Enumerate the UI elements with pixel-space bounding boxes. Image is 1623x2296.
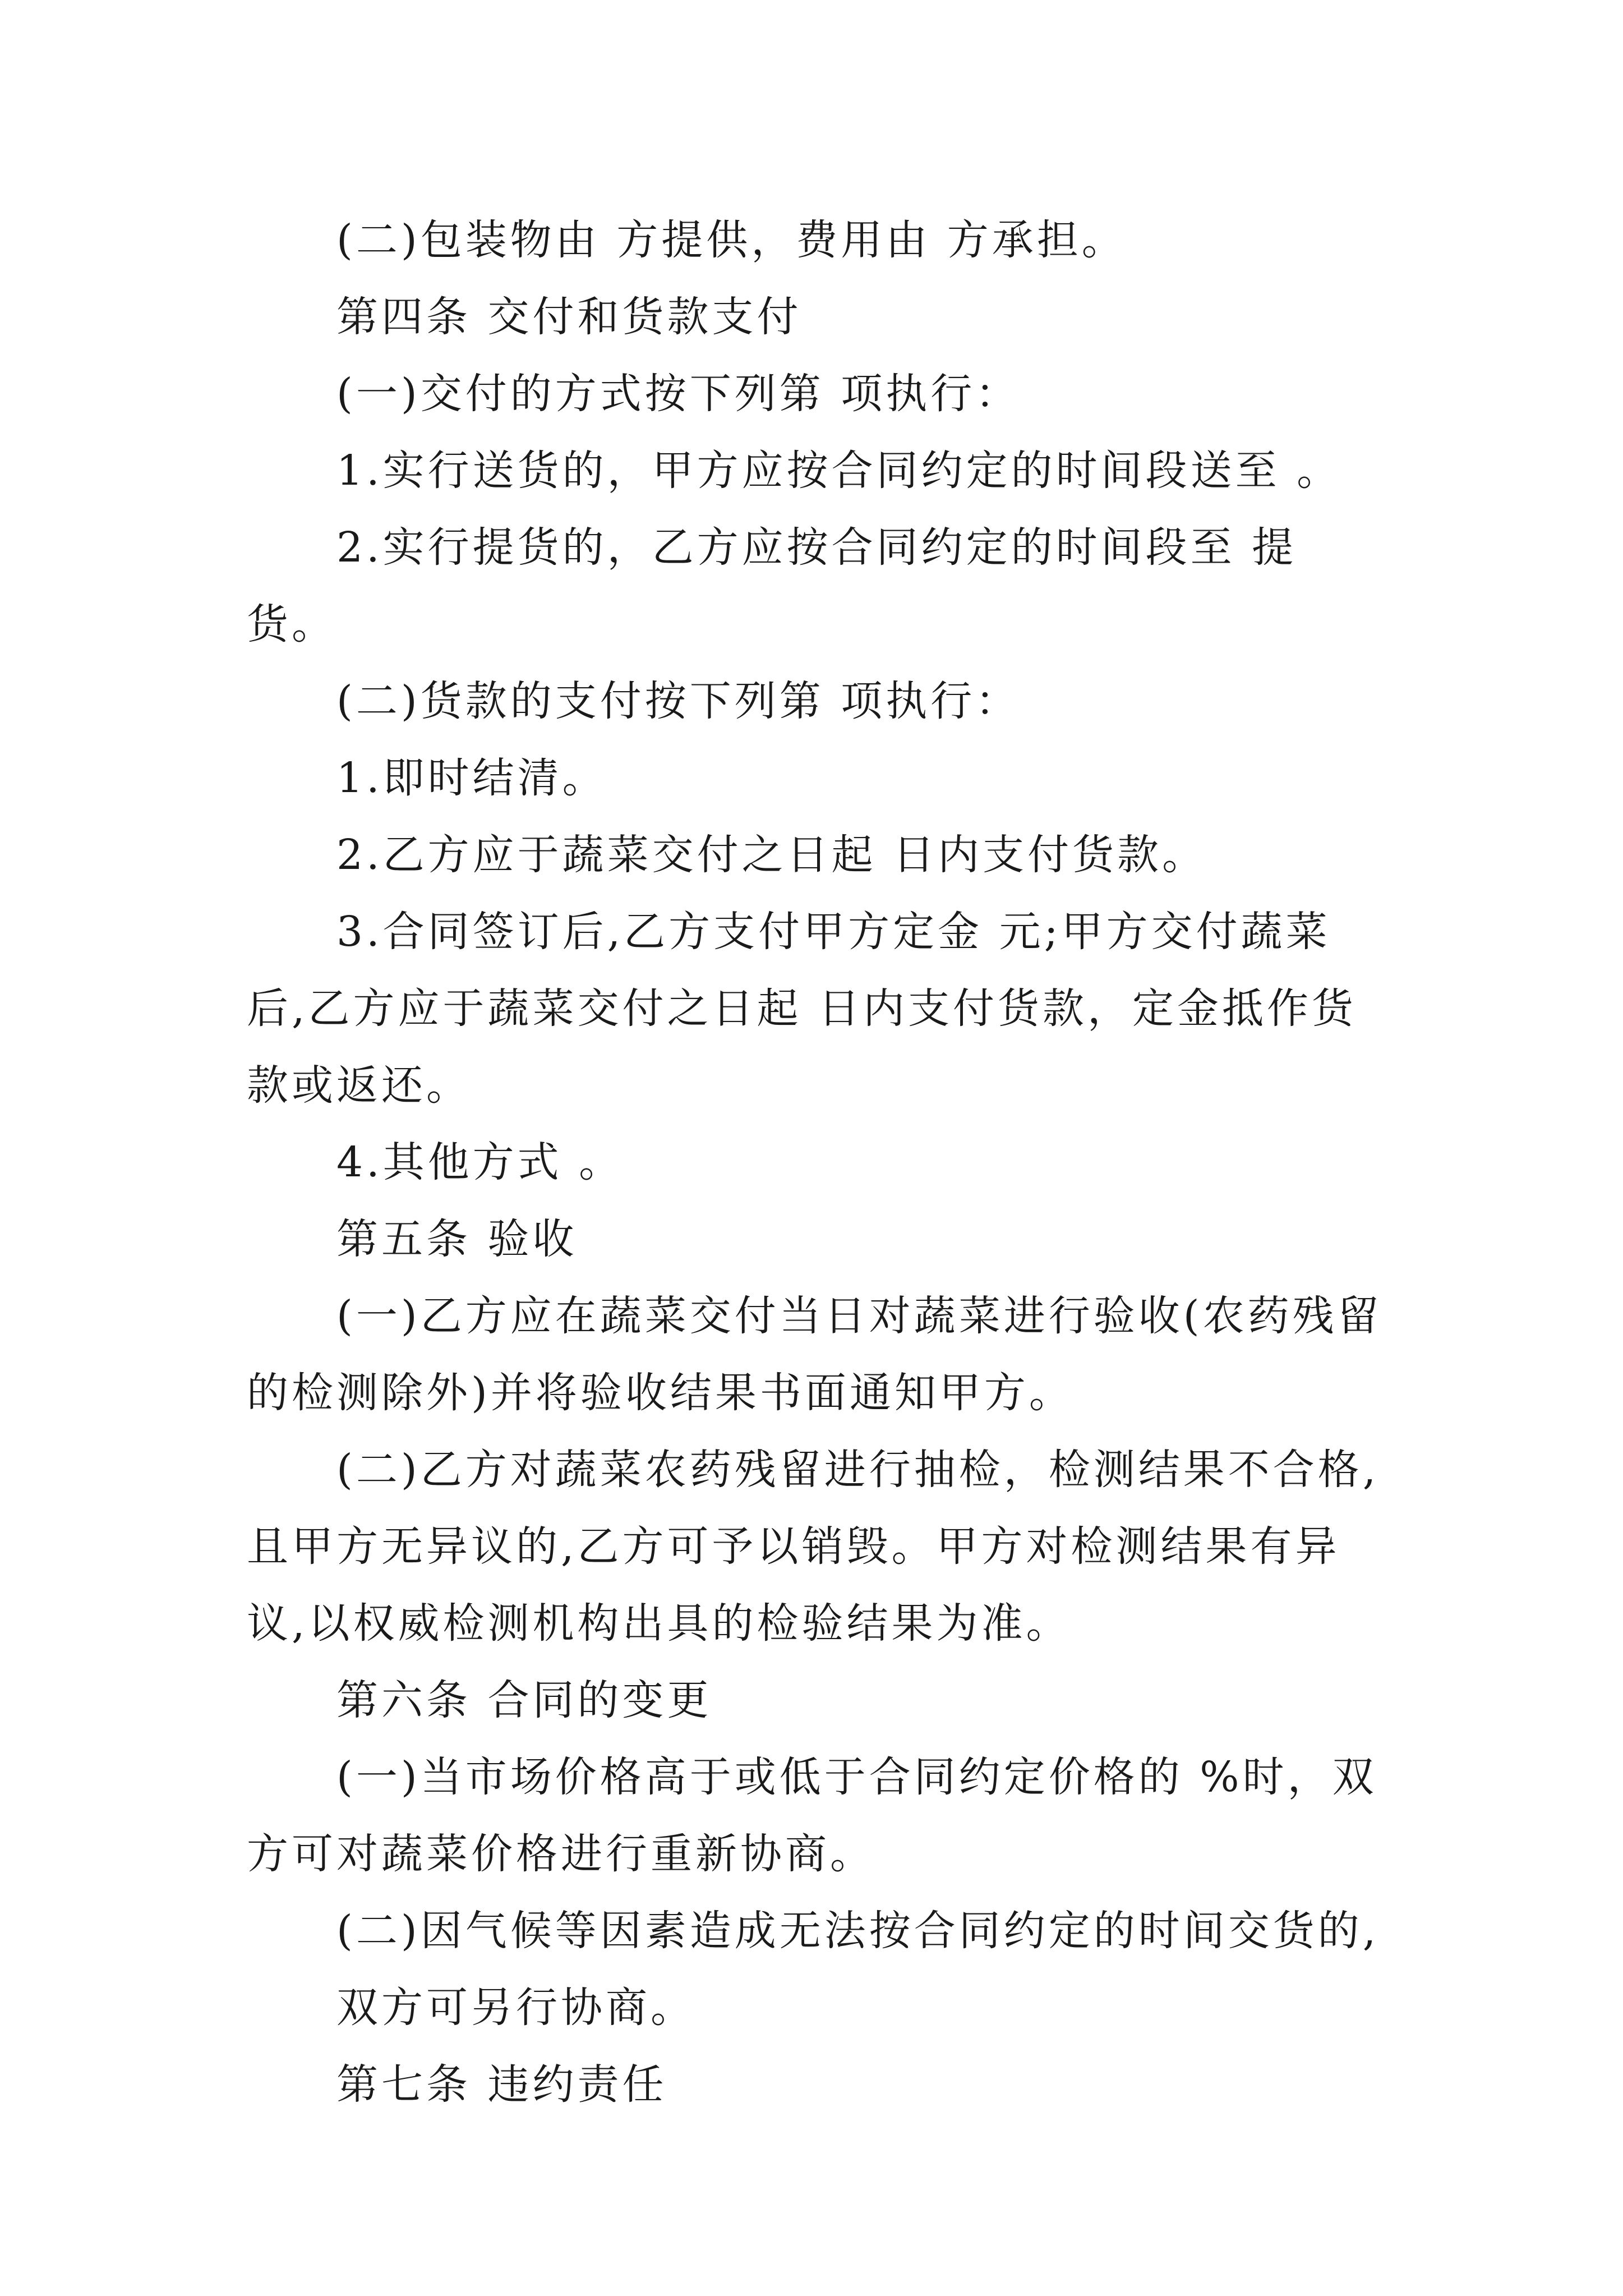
paragraph-delivery-item-2: 2.实行提货的，乙方应按合同约定的时间段至 提货。 xyxy=(247,523,1297,648)
paragraph-payment-item-1: 1.即时结清。 xyxy=(336,754,607,802)
paragraph-payment-item-3: 3.合同签订后,乙方支付甲方定金 元;甲方交付蔬菜后,乙方应于蔬菜交付之日起 日内支付货款，定金抵作货款或返还。 xyxy=(247,908,1357,1110)
heading-article-6: 第六条 合同的变更 xyxy=(336,1676,712,1724)
paragraph-packaging: (二)包装物由 方提供，费用由 方承担。 xyxy=(336,216,1127,264)
paragraph-payment-method: (二)货款的支付按下列第 项执行： xyxy=(336,677,1021,725)
paragraph-change-2: (二)因气候等因素造成无法按合同约定的时间交货的, xyxy=(336,1907,1380,1955)
paragraph-delivery-item-1: 1.实行送货的，甲方应按合同约定的时间段送至 。 xyxy=(336,447,1342,495)
paragraph-inspection-1: (一)乙方应在蔬菜交付当日对蔬菜进行验收(农药残留的检测除外)并将验收结果书面通知甲方。 xyxy=(247,1292,1382,1417)
heading-article-4: 第四条 交付和货款支付 xyxy=(336,293,802,341)
paragraph-payment-item-2: 2.乙方应于蔬菜交付之日起 日内支付货款。 xyxy=(336,831,1207,879)
heading-article-7: 第七条 违约责任 xyxy=(336,2060,667,2109)
paragraph-change-2-continued: 双方可另行协商。 xyxy=(336,1984,695,2032)
heading-article-5: 第五条 验收 xyxy=(336,1215,578,1263)
paragraph-payment-item-4: 4.其他方式 。 xyxy=(336,1138,624,1186)
paragraph-delivery-method: (一)交付的方式按下列第 项执行： xyxy=(336,370,1021,418)
document-body xyxy=(247,202,1385,2123)
paragraph-inspection-2: (二)乙方对蔬菜农药残留进行抽检，检测结果不合格,且甲方无异议的,乙方可予以销毁。甲方对检测结果有异议,以权威检测机构出具的检验结果为准。 xyxy=(247,1446,1380,1648)
paragraph-change-1: (一)当市场价格高于或低于合同约定价格的 %时，双方可对蔬菜价格进行重新协商。 xyxy=(247,1753,1377,1878)
